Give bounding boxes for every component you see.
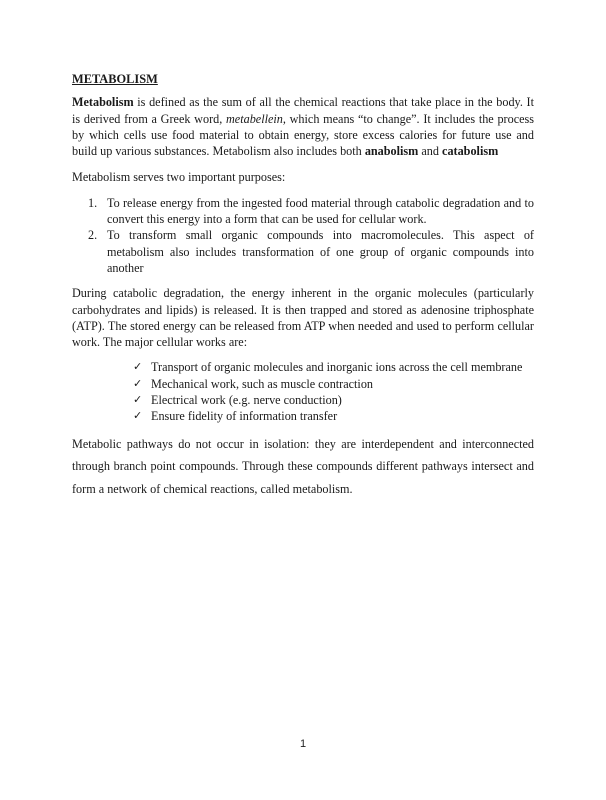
and-connector: and bbox=[418, 144, 443, 159]
purposes-intro-paragraph: Metabolism serves two important purposes: bbox=[72, 170, 286, 185]
purposes-list bbox=[72, 195, 534, 276]
list-item bbox=[72, 408, 534, 424]
list-number: 1. bbox=[88, 195, 98, 210]
list-item bbox=[72, 392, 534, 408]
list-item bbox=[72, 376, 534, 392]
checkmark-icon: ✓ bbox=[133, 376, 143, 390]
list-item bbox=[72, 227, 534, 276]
list-number: 2. bbox=[88, 228, 98, 243]
definition-text-a: is defined as the sum of all the chemical reactions that take place in the body. It is derived from a Greek word, bbox=[72, 95, 534, 126]
list-item bbox=[72, 359, 534, 375]
anabolism-term: anabolism bbox=[364, 144, 419, 159]
metabolism-term: Metabolism bbox=[72, 95, 134, 110]
checkmark-icon: ✓ bbox=[133, 360, 143, 374]
metabolism-definition-paragraph bbox=[72, 94, 534, 159]
list-item-text: Ensure fidelity of information transfer bbox=[151, 409, 338, 424]
catabolic-degradation-paragraph: During catabolic degradation, the energy inherent in the organic molecules (particularly carbohydrates and lipids) is released. It is then trapped and stored as adenosine triphosphate (ATP). The stored energy can be released from ATP when needed and used to perform cellular work. The major cellular works are: bbox=[72, 286, 534, 350]
definition-text-b: which means “to change”. It includes the process by which cells use food material to obtain energy, store excess calories for future use and build up various substances. Metabolism also includes both bbox=[72, 111, 534, 159]
checkmark-icon: ✓ bbox=[133, 409, 143, 423]
list-item-text: Mechanical work, such as muscle contraction bbox=[151, 376, 374, 391]
list-item-text: Electrical work (e.g. nerve conduction) bbox=[151, 393, 342, 408]
catabolism-term: catabolism bbox=[442, 144, 499, 159]
list-item-text: To release energy from the ingested food material through catabolic degradation and to convert this energy into a form that can be used for cellular work. bbox=[107, 195, 534, 227]
page-title: METABOLISM bbox=[72, 72, 158, 86]
page-number: 1 bbox=[299, 738, 307, 750]
document-body bbox=[72, 71, 534, 500]
list-item bbox=[72, 195, 534, 228]
cellular-works-list bbox=[72, 359, 534, 424]
list-item-text: To transform small organic compounds into macromolecules. This aspect of metabolism also includes transformation of one group of organic compounds into another bbox=[107, 228, 534, 275]
checkmark-icon: ✓ bbox=[133, 393, 143, 407]
greek-word: metabellein, bbox=[226, 111, 286, 126]
metabolic-pathways-paragraph: Metabolic pathways do not occur in isolation: they are interdependent and interconnected through branch point compounds. Through these compounds different pathways intersect and form a network of chemical reactions, called metabolism. bbox=[72, 436, 534, 496]
list-item-text: Transport of organic molecules and inorganic ions across the cell membrane bbox=[151, 360, 523, 375]
